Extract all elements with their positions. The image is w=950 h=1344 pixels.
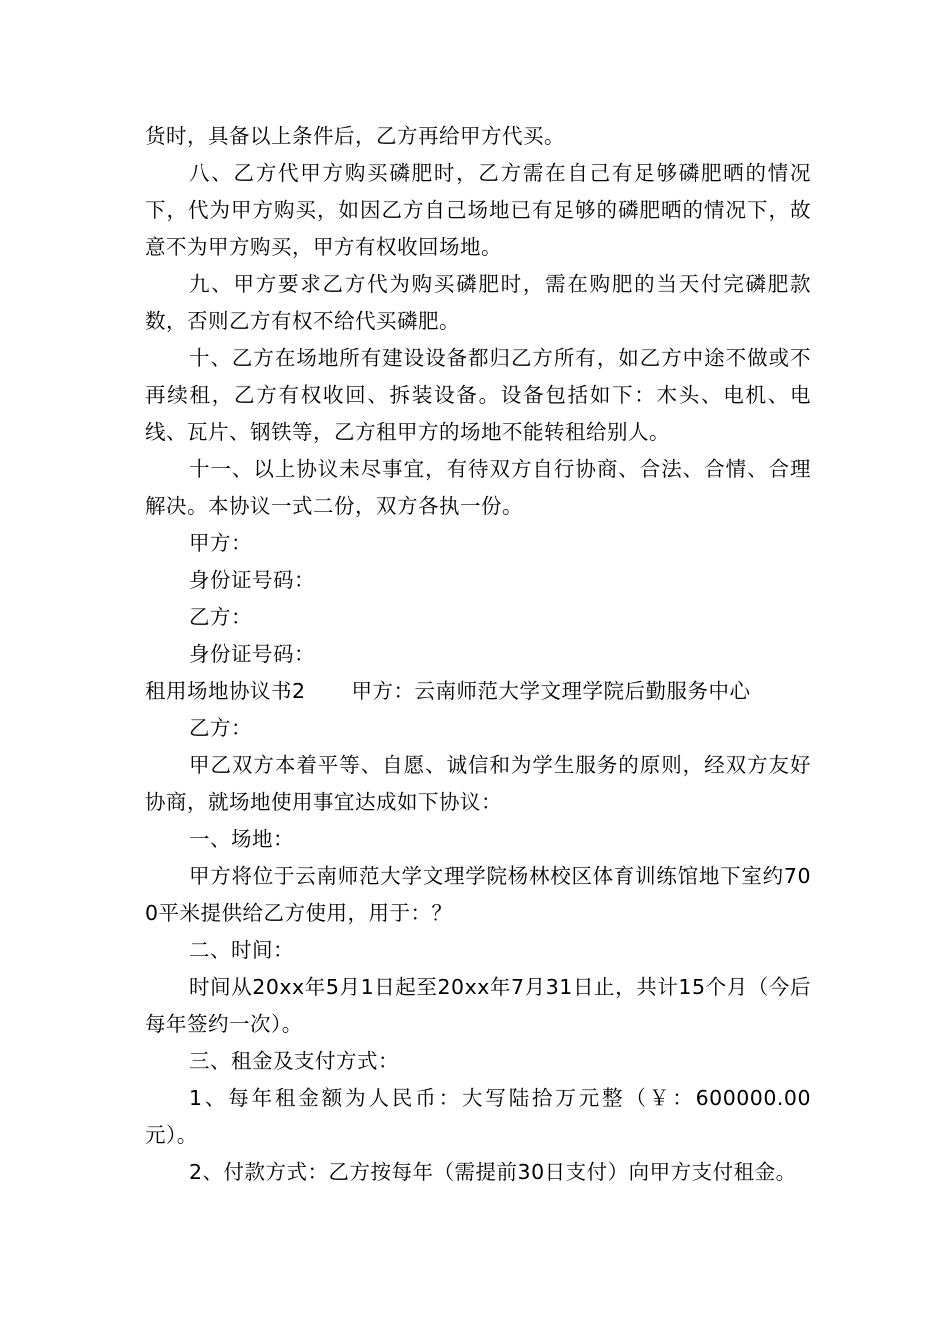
paragraph-rent-amount: 1、每年租金额为人民币：大写陆拾万元整（￥：600000.00元）。 [145, 1086, 811, 1147]
signature-id-b: 身份证号码： [189, 642, 315, 666]
agreement-party-a: 甲方：云南师范大学文理学院后勤服务中心 [351, 679, 751, 703]
signature-id-a: 身份证号码： [189, 568, 315, 592]
section-time-heading: 二、时间： [189, 938, 294, 962]
paragraph-clause-10: 十、乙方在场地所有建设设备都归乙方所有，如乙方中途不做或不再续租，乙方有权收回、拆装设备。设备包括如下：木头、电机、电线、瓦片、钢铁等，乙方租甲方的场地不能转租给别人。 [145, 346, 811, 444]
paragraph-clause-8: 八、乙方代甲方购买磷肥时，乙方需在自己有足够磷肥晒的情况下，代为甲方购买，如因乙方自己场地已有足够的磷肥晒的情况下，故意不为甲方购买，甲方有权收回场地。 [145, 161, 811, 259]
paragraph-time: 时间从20xx年5月1日起至20xx年7月31日止，共计15个月（今后每年签约一次）。 [145, 975, 811, 1036]
agreement-title: 租用场地协议书2 [145, 679, 306, 703]
paragraph-preamble: 甲乙双方本着平等、自愿、诚信和为学生服务的原则，经双方友好协商，就场地使用事宜达成如下协议： [145, 753, 811, 814]
paragraph-clause-11: 十一、以上协议未尽事宜，有待双方自行协商、合法、合情、合理解决。本协议一式二份，双方各执一份。 [145, 457, 811, 518]
signature-party-b: 乙方： [189, 605, 252, 629]
agreement-heading [145, 673, 811, 710]
paragraph-continuation: 货时，具备以上条件后，乙方再给甲方代买。 [145, 124, 565, 148]
section-rent-heading: 三、租金及支付方式： [189, 1049, 399, 1073]
section-venue-heading: 一、场地： [189, 827, 294, 851]
paragraph-venue: 甲方将位于云南师范大学文理学院杨林校区体育训练馆地下室约700平米提供给乙方使用，用于：？ [145, 864, 811, 925]
paragraph-clause-9: 九、甲方要求乙方代为购买磷肥时，需在购肥的当天付完磷肥款数，否则乙方有权不给代买磷肥。 [145, 272, 811, 333]
document-body [145, 118, 811, 1191]
paragraph-payment-method: 2、付款方式：乙方按每年（需提前30日支付）向甲方支付租金。 [189, 1160, 797, 1184]
signature-party-a: 甲方： [189, 531, 252, 555]
party-b-line: 乙方： [189, 716, 252, 740]
